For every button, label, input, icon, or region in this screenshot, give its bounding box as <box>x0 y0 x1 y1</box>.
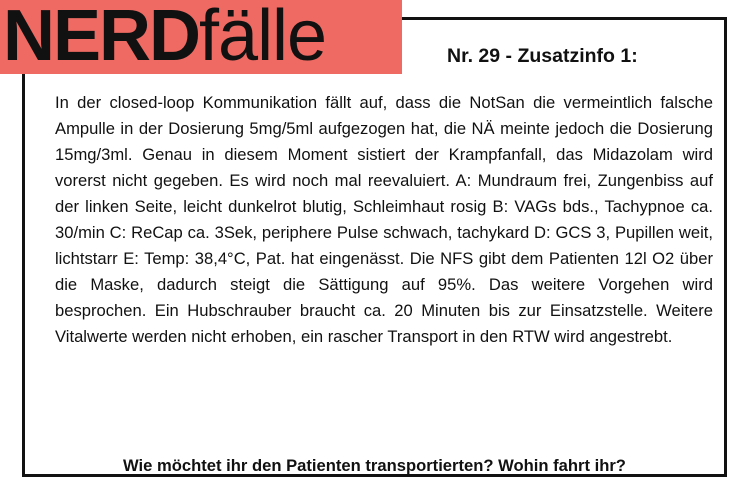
logo-wordmark <box>3 0 326 74</box>
case-body-text: In der closed-loop Kommunikation fällt auf, dass die NotSan die vermeintlich falsche Ampulle in der Dosierung 5mg/5ml aufgezogen hat, die NÄ meinte jedoch die Dosierung 15mg/3ml. Genau in diesem Moment sistiert der Krampfanfall, das Midazolam wird vorerst nicht gegeben. Es wird noch mal reevaluiert. A: Mundraum frei, Zungenbiss auf der linken Seite, leicht dunkelrot blutig, Schleimhaut rosig B: VAGs bds., Tachypnoe ca. 30/min C: ReCap ca. 3Sek, periphere Pulse schwach, tachykard D: GCS 3, Pupillen weit, lichtstarr E: Temp: 38,4°C, Pat. hat eingenässt. Die NFS gibt dem Patienten 12l O2 über die Maske, dadurch steigt die Sättigung auf 95%. Das weitere Vorgehen wird besprochen. Ein Hubschrauber braucht ca. 20 Minuten bis zur Einsatzstelle. Weitere Vitalwerte werden nicht erhoben, ein rascher Transport in den RTW wird angestrebt. <box>55 93 713 346</box>
logo-bold-text: NERD <box>3 0 200 74</box>
logo-light-text: fälle <box>199 0 327 74</box>
case-question: Wie möchtet ihr den Patienten transportierten? Wohin fahrt ihr? <box>123 456 626 475</box>
case-title: Nr. 29 - Zusatzinfo 1: <box>447 45 638 67</box>
nerdfaelle-logo <box>0 0 402 74</box>
